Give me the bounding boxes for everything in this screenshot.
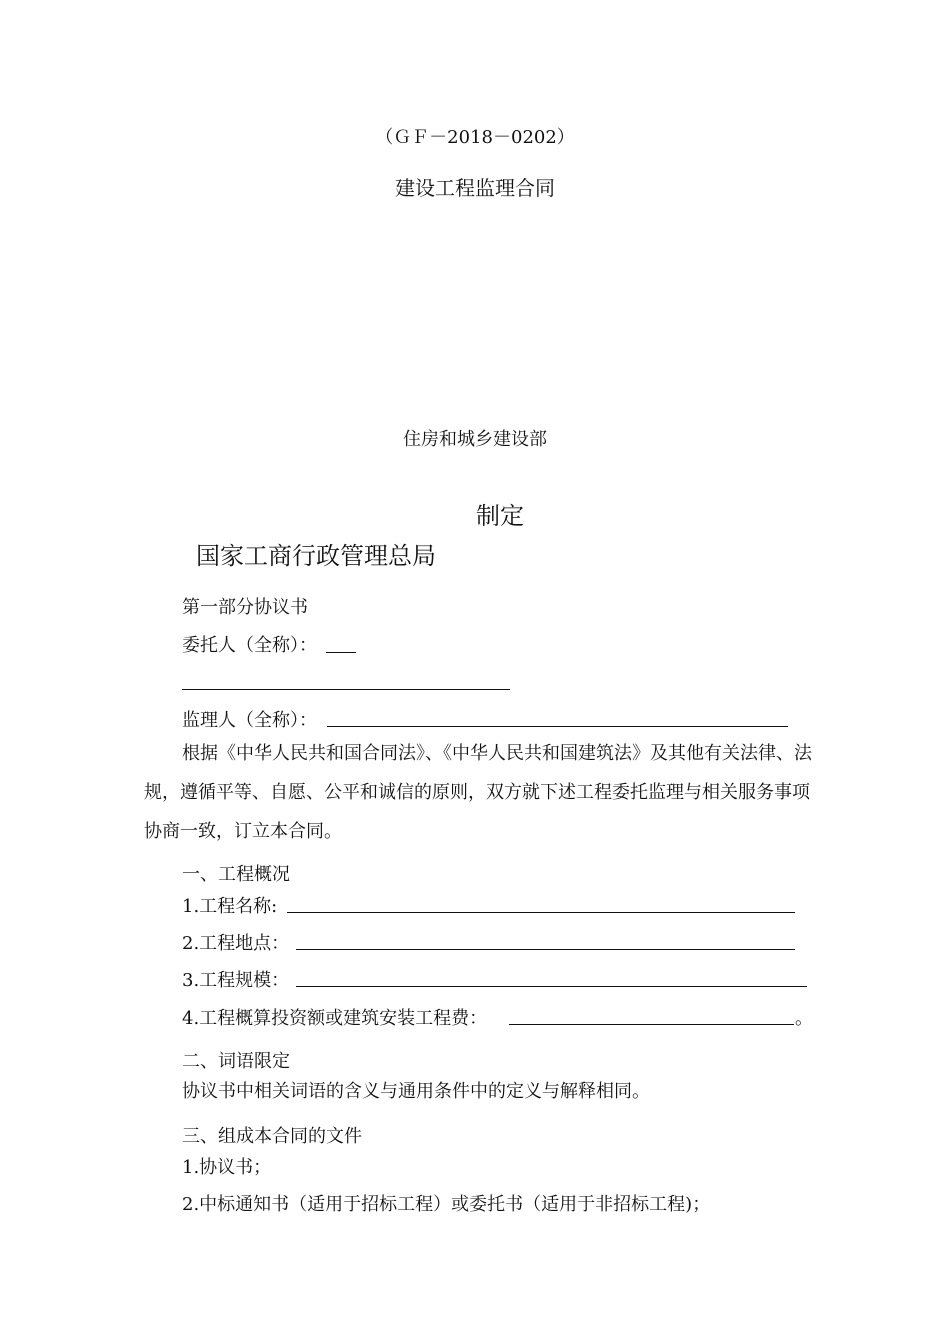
made-label: 制定	[476, 502, 524, 530]
issuer-ministry: 住房和城乡建设部	[403, 429, 547, 450]
project-name-label: 1.工程名称:	[182, 896, 278, 917]
issuer-administration: 国家工商行政管理总局	[196, 542, 436, 570]
supervisor-label: 监理人（全称）：	[182, 710, 317, 731]
part-title: 第一部分协议书	[182, 597, 308, 618]
project-location-label: 2.工程地点：	[182, 933, 290, 954]
project-cost-blank[interactable]	[509, 1024, 794, 1025]
project-cost-end: 。	[795, 1008, 813, 1029]
project-scale-blank[interactable]	[296, 986, 807, 987]
section2-title: 二、词语限定	[182, 1051, 290, 1072]
contract-title: 建设工程监理合同	[395, 176, 555, 200]
client-blank-short[interactable]	[326, 652, 356, 653]
section2-text: 协议书中相关词语的含义与通用条件中的定义与解释相同。	[182, 1081, 650, 1102]
supervisor-blank-line[interactable]	[327, 726, 788, 727]
preamble-paragraph	[144, 734, 816, 851]
section1-title: 一、工程概况	[182, 864, 290, 885]
document-list-item: 2.中标通知书（适用于招标工程）或委托书（适用于非招标工程)；	[182, 1194, 711, 1215]
document-list-item: 1.协议书；	[182, 1157, 272, 1178]
client-label: 委托人（全称）：	[182, 635, 317, 656]
contract-code: （ＧＦ－2018－0202）	[375, 127, 575, 148]
preamble-text: 根据《中华人民共和国合同法》、《中华人民共和国建筑法》及其他有关法律、法规，遵循平等、自愿、公平和诚信的原则，双方就下述工程委托监理与相关服务事项协商一致，订立本合同。	[144, 743, 812, 842]
client-blank-line[interactable]	[182, 689, 510, 690]
project-scale-label: 3.工程规模：	[182, 970, 290, 991]
project-location-blank[interactable]	[296, 949, 795, 950]
project-name-blank[interactable]	[287, 912, 795, 913]
section3-title: 三、组成本合同的文件	[182, 1126, 362, 1147]
project-cost-label: 4.工程概算投资额或建筑安装工程费：	[182, 1008, 488, 1029]
